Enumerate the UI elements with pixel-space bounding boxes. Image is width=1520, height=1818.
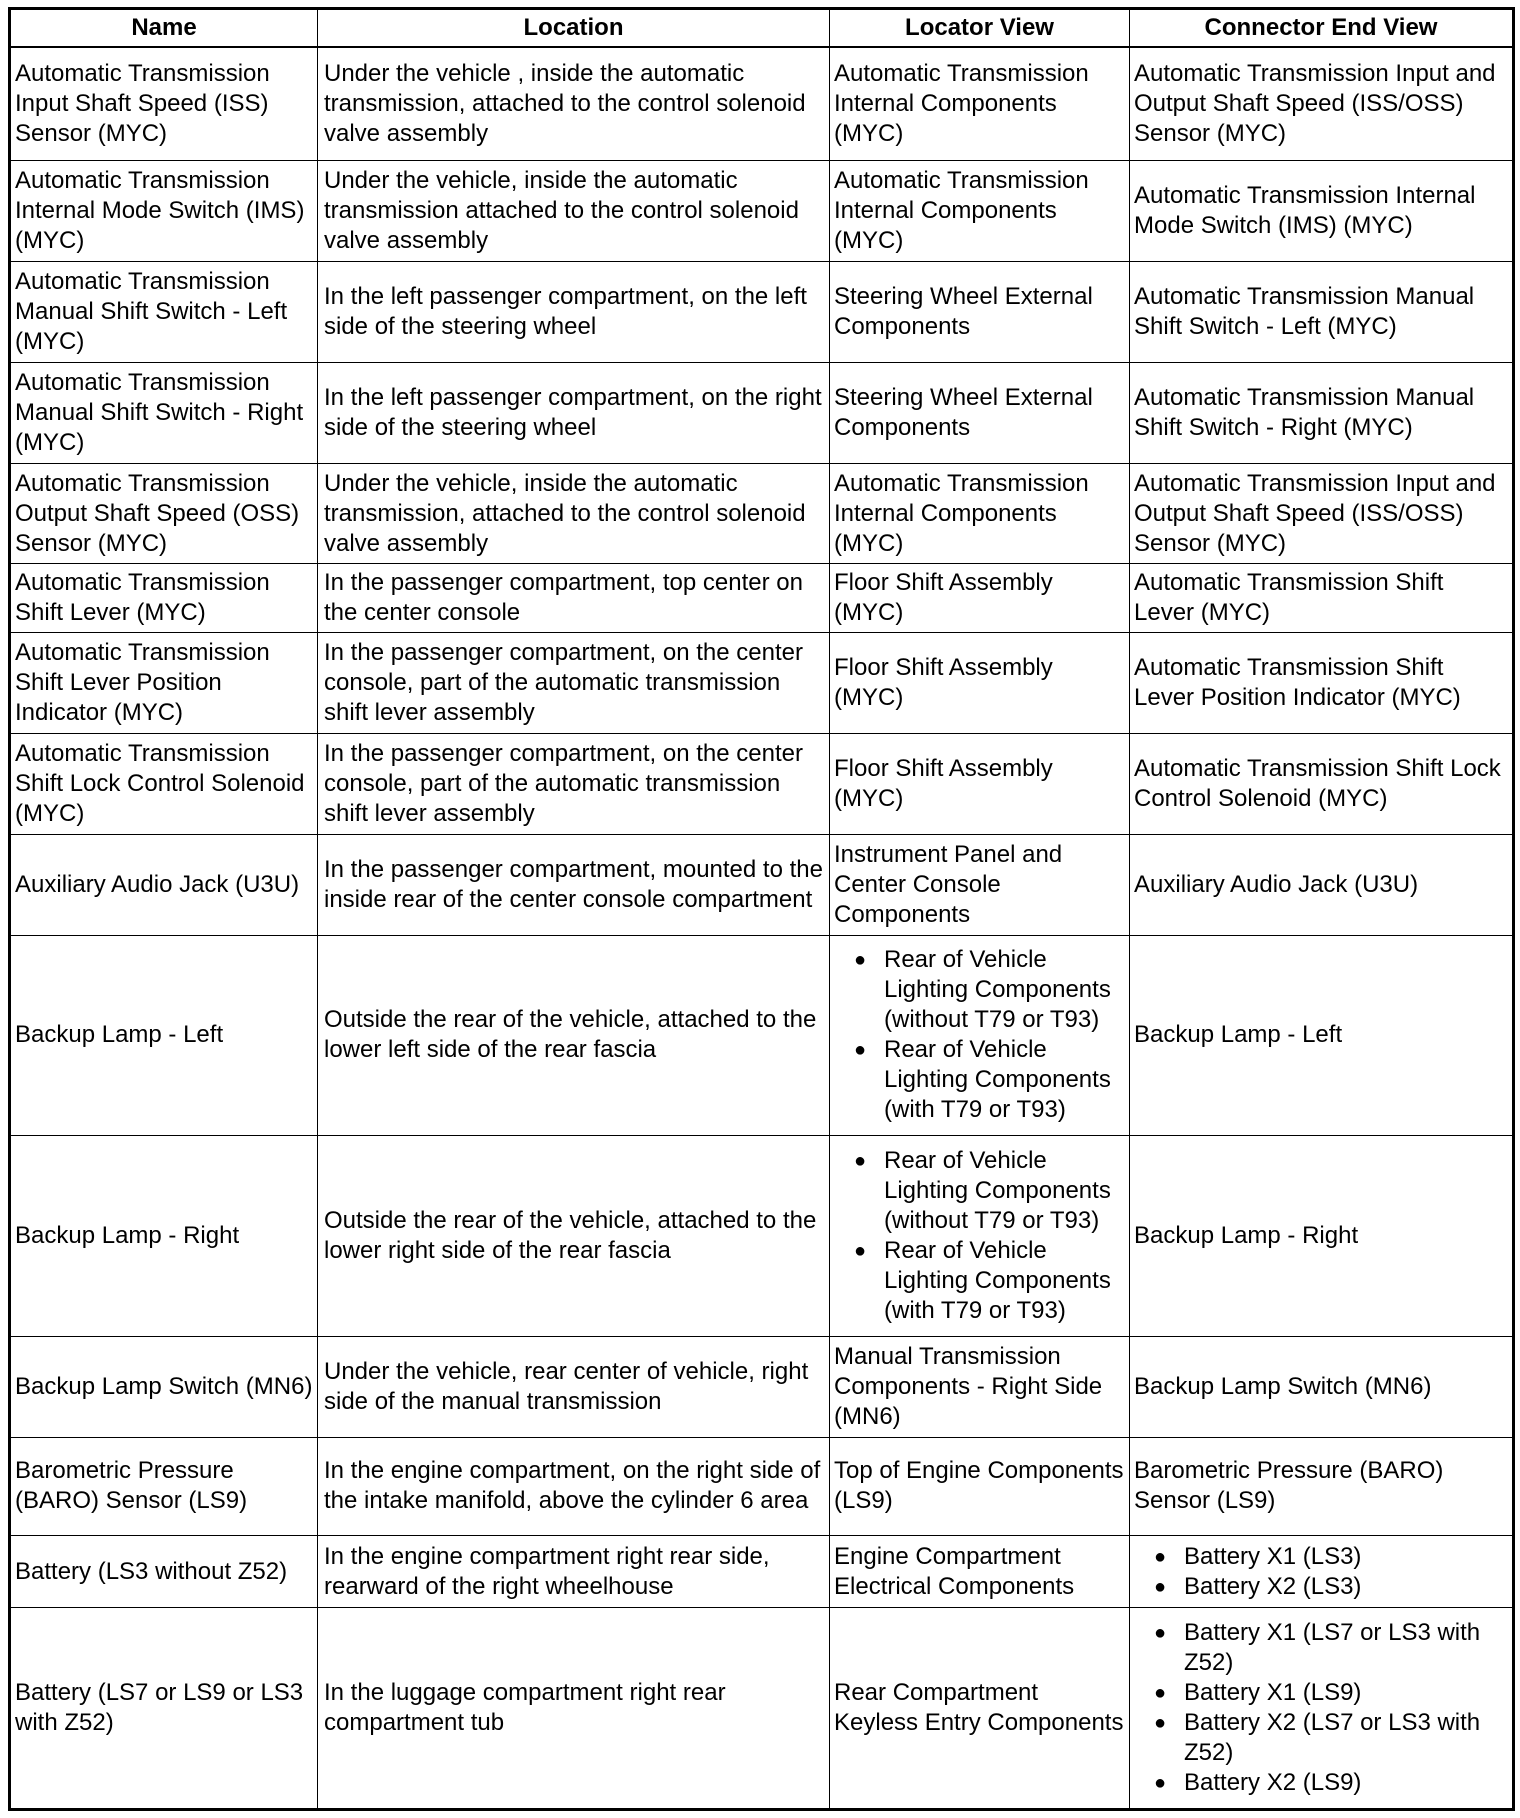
table-row: [10, 362, 1514, 463]
connector-end-view-cell: Automatic Transmission Shift Lever (MYC): [1130, 564, 1514, 633]
location-cell: In the passenger compartment, on the center console, part of the automatic transmission shift lever assembly: [318, 733, 830, 834]
locator-view-cell: Floor Shift Assembly (MYC): [830, 633, 1130, 734]
locator-view-cell: Steering Wheel External Components: [830, 362, 1130, 463]
name-cell: Backup Lamp - Right: [10, 1136, 318, 1337]
locator-view-cell: [830, 935, 1130, 1136]
connector-end-view-cell: Backup Lamp - Left: [1130, 935, 1514, 1136]
table-row: [10, 564, 1514, 633]
table-row: [10, 1608, 1514, 1810]
locator-view-cell: Rear Compartment Keyless Entry Components: [830, 1608, 1130, 1810]
table-row: [10, 733, 1514, 834]
connector-end-view-cell: Automatic Transmission Manual Shift Switch - Right (MYC): [1130, 362, 1514, 463]
table-row: [10, 1437, 1514, 1536]
connector-end-view-cell: Barometric Pressure (BARO) Sensor (LS9): [1130, 1437, 1514, 1536]
name-cell: Automatic Transmission Shift Lever (MYC): [10, 564, 318, 633]
locator-view-cell: Floor Shift Assembly (MYC): [830, 733, 1130, 834]
bullet-item: ● Battery X1 (LS9): [1134, 1678, 1508, 1708]
locator-view-cell: [830, 1136, 1130, 1337]
bullet-item: ● Battery X2 (LS9): [1134, 1768, 1508, 1798]
connector-end-view-cell: Automatic Transmission Shift Lever Position Indicator (MYC): [1130, 633, 1514, 734]
bullet-item: ● Battery X2 (LS3): [1134, 1572, 1508, 1602]
connector-end-view-cell: Automatic Transmission Internal Mode Switch (IMS) (MYC): [1130, 161, 1514, 262]
name-cell: Barometric Pressure (BARO) Sensor (LS9): [10, 1437, 318, 1536]
locator-view-cell: Automatic Transmission Internal Components (MYC): [830, 47, 1130, 161]
component-locator-table: [8, 7, 1515, 1811]
connector-end-view-cell: [1130, 1608, 1514, 1810]
connector-end-view-cell: [1130, 1536, 1514, 1608]
location-cell: In the left passenger compartment, on the right side of the steering wheel: [318, 362, 830, 463]
name-cell: Battery (LS3 without Z52): [10, 1536, 318, 1608]
connector-end-view-cell: Auxiliary Audio Jack (U3U): [1130, 834, 1514, 935]
name-cell: Backup Lamp - Left: [10, 935, 318, 1136]
connector-end-view-cell: Backup Lamp - Right: [1130, 1136, 1514, 1337]
name-cell: Automatic Transmission Manual Shift Switch - Left (MYC): [10, 261, 318, 362]
name-cell: Automatic Transmission Shift Lever Position Indicator (MYC): [10, 633, 318, 734]
location-cell: In the engine compartment, on the right side of the intake manifold, above the cylinder 6 area: [318, 1437, 830, 1536]
bullet-item: ● Battery X2 (LS7 or LS3 with Z52): [1134, 1708, 1508, 1768]
table-row: [10, 161, 1514, 262]
bullet-item: ● Battery X1 (LS3): [1134, 1542, 1508, 1572]
table-row: [10, 1136, 1514, 1337]
name-cell: Battery (LS7 or LS9 or LS3 with Z52): [10, 1608, 318, 1810]
location-cell: In the engine compartment right rear side, rearward of the right wheelhouse: [318, 1536, 830, 1608]
location-cell: Under the vehicle, rear center of vehicle, right side of the manual transmission: [318, 1336, 830, 1437]
name-cell: Auxiliary Audio Jack (U3U): [10, 834, 318, 935]
name-cell: Automatic Transmission Output Shaft Speed (OSS) Sensor (MYC): [10, 463, 318, 564]
locator-view-cell: Floor Shift Assembly (MYC): [830, 564, 1130, 633]
connector-end-view-cell: Automatic Transmission Shift Lock Control Solenoid (MYC): [1130, 733, 1514, 834]
table-row: [10, 463, 1514, 564]
name-cell: Automatic Transmission Input Shaft Speed (ISS) Sensor (MYC): [10, 47, 318, 161]
header-row: [10, 9, 1514, 47]
location-cell: Under the vehicle, inside the automatic transmission, attached to the control solenoid valve assembly: [318, 463, 830, 564]
connector-end-view-list: [1134, 1618, 1508, 1798]
locator-view-list: [834, 1146, 1125, 1326]
bullet-item: ● Battery X1 (LS7 or LS3 with Z52): [1134, 1618, 1508, 1678]
table-row: [10, 935, 1514, 1136]
location-cell: In the left passenger compartment, on the left side of the steering wheel: [318, 261, 830, 362]
locator-view-cell: Steering Wheel External Components: [830, 261, 1130, 362]
location-cell: In the luggage compartment right rear compartment tub: [318, 1608, 830, 1810]
bullet-item: ● Rear of Vehicle Lighting Components (without T79 or T93): [834, 945, 1125, 1035]
name-cell: Automatic Transmission Internal Mode Switch (IMS) (MYC): [10, 161, 318, 262]
name-cell: Backup Lamp Switch (MN6): [10, 1336, 318, 1437]
location-cell: In the passenger compartment, top center on the center console: [318, 564, 830, 633]
location-cell: Outside the rear of the vehicle, attached to the lower left side of the rear fascia: [318, 935, 830, 1136]
table-row: [10, 1336, 1514, 1437]
locator-view-list: [834, 945, 1125, 1125]
column-header-name: Name: [10, 9, 318, 47]
location-cell: Under the vehicle , inside the automatic transmission, attached to the control solenoid valve assembly: [318, 47, 830, 161]
connector-end-view-cell: Automatic Transmission Manual Shift Switch - Left (MYC): [1130, 261, 1514, 362]
column-header-locator-view: Locator View: [830, 9, 1130, 47]
table-body: [10, 47, 1514, 1810]
name-cell: Automatic Transmission Manual Shift Switch - Right (MYC): [10, 362, 318, 463]
column-header-location: Location: [318, 9, 830, 47]
location-cell: In the passenger compartment, mounted to the inside rear of the center console compartment: [318, 834, 830, 935]
locator-view-cell: Automatic Transmission Internal Components (MYC): [830, 463, 1130, 564]
connector-end-view-list: [1134, 1542, 1508, 1602]
column-header-connector-end-view: Connector End View: [1130, 9, 1514, 47]
connector-end-view-cell: Backup Lamp Switch (MN6): [1130, 1336, 1514, 1437]
locator-view-cell: Top of Engine Components (LS9): [830, 1437, 1130, 1536]
table-row: [10, 47, 1514, 161]
connector-end-view-cell: Automatic Transmission Input and Output Shaft Speed (ISS/OSS) Sensor (MYC): [1130, 47, 1514, 161]
bullet-item: ● Rear of Vehicle Lighting Components (with T79 or T93): [834, 1236, 1125, 1326]
location-cell: Outside the rear of the vehicle, attached to the lower right side of the rear fascia: [318, 1136, 830, 1337]
location-cell: In the passenger compartment, on the center console, part of the automatic transmission shift lever assembly: [318, 633, 830, 734]
locator-view-cell: Instrument Panel and Center Console Components: [830, 834, 1130, 935]
table-row: [10, 633, 1514, 734]
locator-view-cell: Manual Transmission Components - Right Side (MN6): [830, 1336, 1130, 1437]
location-cell: Under the vehicle, inside the automatic transmission attached to the control solenoid valve assembly: [318, 161, 830, 262]
table-row: [10, 261, 1514, 362]
bullet-item: ● Rear of Vehicle Lighting Components (without T79 or T93): [834, 1146, 1125, 1236]
table-row: [10, 1536, 1514, 1608]
table-row: [10, 834, 1514, 935]
locator-view-cell: Automatic Transmission Internal Components (MYC): [830, 161, 1130, 262]
connector-end-view-cell: Automatic Transmission Input and Output Shaft Speed (ISS/OSS) Sensor (MYC): [1130, 463, 1514, 564]
bullet-item: ● Rear of Vehicle Lighting Components (with T79 or T93): [834, 1035, 1125, 1125]
locator-view-cell: Engine Compartment Electrical Components: [830, 1536, 1130, 1608]
name-cell: Automatic Transmission Shift Lock Control Solenoid (MYC): [10, 733, 318, 834]
